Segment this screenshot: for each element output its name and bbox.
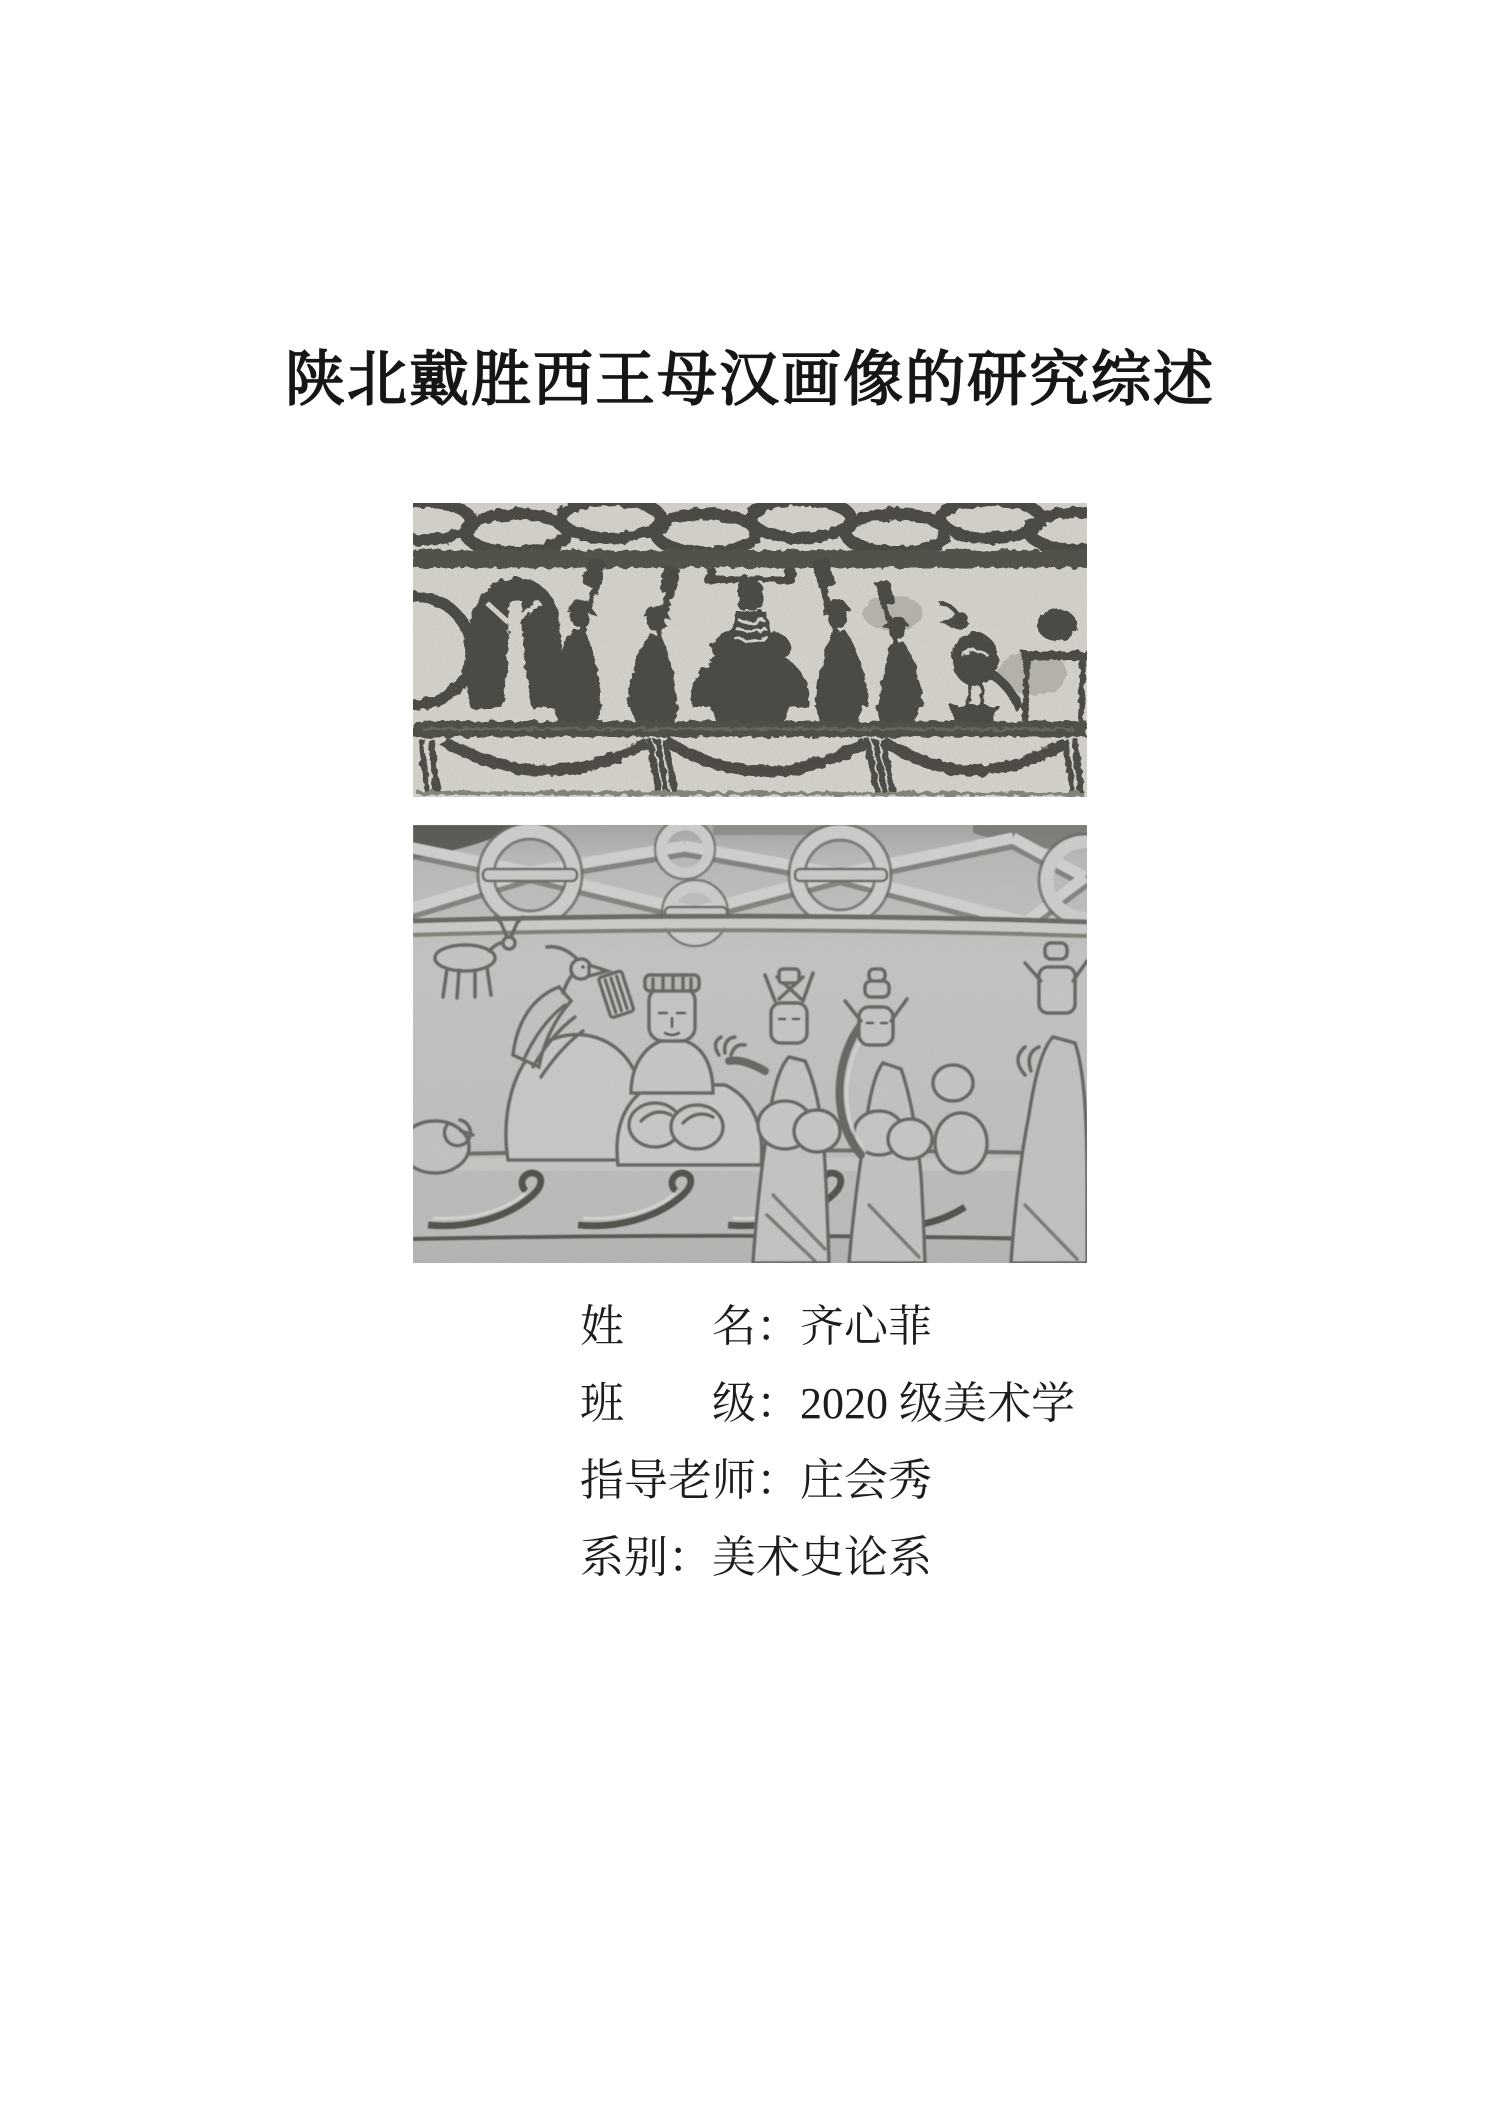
- info-line-name: 姓 名：齐心菲: [580, 1302, 932, 1351]
- stone-relief-image: [413, 825, 1087, 1263]
- han-rubbing-image: [413, 503, 1087, 797]
- document-title: 陕北戴胜西王母汉画像的研究综述: [285, 346, 1215, 413]
- info-line-department: 系别：美术史论系: [580, 1533, 932, 1582]
- author-info: [580, 1288, 1075, 1596]
- figure-stone-relief: [413, 825, 1087, 1263]
- info-line-class: 班 级：2020 级美术学: [580, 1379, 1075, 1428]
- figure-han-rubbing: [413, 503, 1087, 797]
- info-line-advisor: 指导老师：庄会秀: [580, 1456, 932, 1505]
